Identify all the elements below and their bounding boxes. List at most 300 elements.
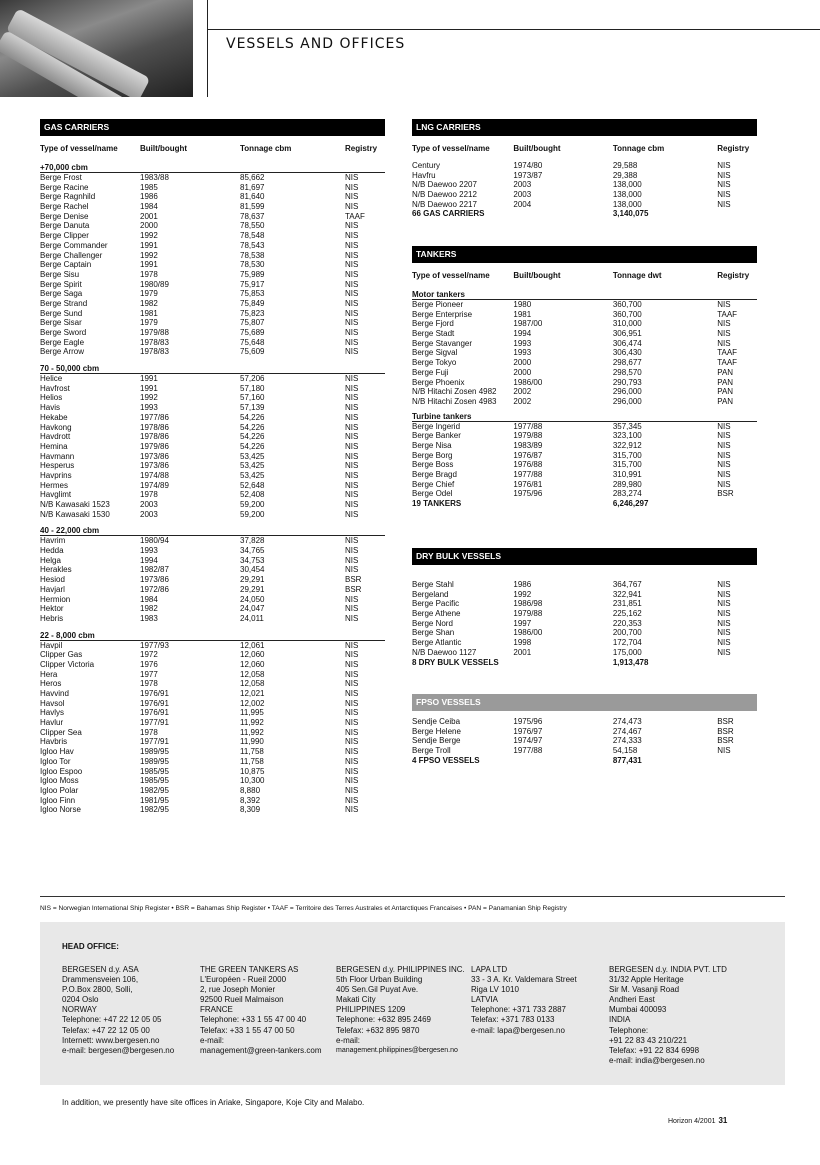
registry: NIS bbox=[345, 650, 359, 660]
fpso-section bbox=[412, 694, 757, 765]
tonnage: 357,345 bbox=[612, 421, 642, 431]
group-label: 40 - 22,000 cbm bbox=[40, 525, 385, 536]
vessel-row bbox=[40, 280, 385, 290]
registry: NIS bbox=[345, 718, 359, 728]
vessel-name: Berge Troll bbox=[412, 746, 451, 756]
registry: NIS bbox=[345, 698, 359, 708]
vessel-name: Berge Stahl bbox=[412, 580, 454, 589]
tonnage: 274,473 bbox=[612, 717, 642, 726]
tonnage: 78,538 bbox=[240, 250, 265, 260]
vessel-name: Berge Atlantic bbox=[412, 638, 462, 648]
vessel-row bbox=[40, 212, 385, 222]
built-year: 1976/97 bbox=[513, 726, 543, 736]
registry: BSR bbox=[345, 584, 362, 594]
built-year: 1977/88 bbox=[513, 470, 543, 479]
vessel-name: Berge Eagle bbox=[40, 337, 85, 347]
tonnage: 12,021 bbox=[240, 689, 265, 698]
vessel-name: Clipper Victoria bbox=[40, 659, 95, 669]
vessel-name: Hera bbox=[40, 669, 58, 679]
address-line: FRANCE bbox=[200, 1005, 233, 1015]
tonnage: 322,912 bbox=[612, 440, 642, 450]
vessel-name: Havpil bbox=[40, 640, 63, 650]
col-built: Built/bought bbox=[513, 144, 561, 153]
vessel-row bbox=[40, 241, 385, 251]
vessel-row bbox=[412, 190, 757, 200]
tonnage: 175,000 bbox=[612, 647, 642, 657]
built-year: 1978 bbox=[140, 679, 158, 689]
vessel-row bbox=[412, 638, 757, 648]
vessel-name: Havvind bbox=[40, 689, 69, 698]
vessel-row bbox=[40, 318, 385, 328]
vessel-name: Berge Saga bbox=[40, 289, 83, 299]
vessel-name: 66 GAS CARRIERS bbox=[412, 209, 485, 219]
tonnage: 53,425 bbox=[240, 451, 265, 461]
tonnage: 200,700 bbox=[612, 628, 642, 638]
vessel-row bbox=[412, 329, 757, 339]
tonnage: 172,704 bbox=[612, 638, 642, 648]
vessel-row bbox=[412, 387, 757, 397]
vessel-name: Igloo Tor bbox=[40, 756, 71, 766]
vessel-row bbox=[40, 786, 385, 796]
tonnage: 53,425 bbox=[240, 461, 265, 471]
tonnage: 59,200 bbox=[240, 500, 265, 509]
built-year: 2001 bbox=[140, 211, 158, 221]
vessel-row bbox=[40, 510, 385, 520]
built-year: 2004 bbox=[513, 199, 532, 209]
vessel-row bbox=[40, 221, 385, 231]
column-headers bbox=[412, 144, 757, 158]
built-year: 1974/97 bbox=[513, 736, 543, 746]
vessel-name: Berge Sund bbox=[40, 308, 83, 318]
built-year: 1976/91 bbox=[140, 708, 169, 718]
tonnage: 81,640 bbox=[240, 192, 265, 202]
built-year: 1983/88 bbox=[140, 173, 169, 182]
built-year: 1997 bbox=[513, 618, 532, 628]
vessel-name: Berge Tokyo bbox=[412, 358, 457, 368]
vessel-row bbox=[40, 604, 385, 614]
built-year: 1979/88 bbox=[513, 431, 543, 441]
built-year: 1993 bbox=[140, 546, 158, 556]
vessel-name: Sendje Berge bbox=[412, 736, 461, 746]
tonnage: 289,980 bbox=[612, 479, 642, 489]
vessel-row bbox=[412, 599, 757, 609]
registry: NIS bbox=[345, 308, 359, 318]
built-year: 1972 bbox=[140, 650, 158, 660]
vessel-row bbox=[40, 289, 385, 299]
built-year: 1975/96 bbox=[513, 489, 543, 499]
vessel-row bbox=[40, 251, 385, 261]
vessel-row bbox=[40, 393, 385, 403]
registry: NIS bbox=[345, 269, 359, 279]
vessel-name: Clipper Sea bbox=[40, 727, 82, 737]
registry: NIS bbox=[717, 431, 731, 441]
built-year: 1982/95 bbox=[140, 785, 169, 795]
column-headers bbox=[412, 271, 757, 285]
address-line: Telefax: +371 783 0133 bbox=[471, 1015, 555, 1025]
registry: NIS bbox=[345, 422, 359, 432]
vessel-row bbox=[40, 679, 385, 689]
built-year: 2003 bbox=[513, 190, 532, 200]
vessel-name: N/B Daewoo 2212 bbox=[412, 190, 477, 200]
vessel-name: Hemina bbox=[40, 441, 68, 451]
registry bbox=[717, 658, 757, 668]
office-address bbox=[200, 965, 322, 1056]
registry: NIS bbox=[345, 318, 359, 328]
built-year: 1976/87 bbox=[513, 450, 543, 460]
built-year: 1974/89 bbox=[140, 480, 169, 490]
tonnage: 274,467 bbox=[612, 726, 642, 736]
registry: NIS bbox=[345, 347, 359, 357]
built-year: 1978/83 bbox=[140, 337, 169, 347]
group-label: +70,000 cbm bbox=[40, 162, 385, 173]
tonnage: 52,648 bbox=[240, 480, 265, 490]
built-year: 1993 bbox=[513, 338, 532, 348]
vessel-name: Century bbox=[412, 161, 441, 170]
vessel-row bbox=[40, 374, 385, 384]
address-line: L'Européen - Rueil 2000 bbox=[200, 975, 287, 985]
built-year: 1986/98 bbox=[513, 599, 543, 609]
vessel-name: Berge Stavanger bbox=[412, 338, 473, 348]
address-line: 5th Floor Urban Building bbox=[336, 975, 423, 985]
registry: NIS bbox=[345, 640, 359, 650]
built-year: 1992 bbox=[513, 589, 532, 599]
tonnage: 10,875 bbox=[240, 766, 265, 776]
registry: NIS bbox=[717, 319, 731, 329]
tonnage: 274,333 bbox=[612, 736, 642, 746]
tonnage: 75,853 bbox=[240, 289, 265, 299]
registry: NIS bbox=[345, 393, 359, 403]
vessel-name: Havis bbox=[40, 403, 61, 413]
address-line: management.philippines@bergesen.no bbox=[336, 1046, 458, 1054]
vessel-name: Berge Sigval bbox=[412, 348, 458, 358]
vessel-name: Havfru bbox=[412, 170, 436, 180]
tonnage: 11,758 bbox=[240, 756, 264, 766]
tonnage: 78,548 bbox=[240, 231, 265, 241]
built-year: 1972/86 bbox=[140, 584, 169, 594]
registry: NIS bbox=[345, 202, 359, 212]
vessel-name: Berge Captain bbox=[40, 260, 92, 270]
registry: NIS bbox=[717, 599, 731, 609]
registry: NIS bbox=[345, 509, 359, 519]
address-line: Mumbai 400093 bbox=[609, 1005, 667, 1015]
tonnage: 310,000 bbox=[612, 319, 642, 329]
registry: NIS bbox=[345, 182, 359, 192]
address-line: Telefax: +91 22 834 6998 bbox=[609, 1045, 700, 1055]
vessel-row bbox=[412, 460, 757, 470]
vessel-name: Havbris bbox=[40, 737, 68, 747]
address-line: LATVIA bbox=[471, 995, 498, 1005]
tonnage: 29,588 bbox=[612, 161, 638, 170]
vessel-name: Berge Bragd bbox=[412, 470, 457, 479]
registry: NIS bbox=[345, 279, 359, 289]
address-line: Makati City bbox=[336, 995, 376, 1005]
registry: NIS bbox=[345, 546, 359, 556]
address-line: Riga LV 1010 bbox=[471, 985, 519, 995]
tonnage: 12,002 bbox=[240, 698, 265, 708]
tonnage: 34,753 bbox=[240, 555, 265, 565]
vessel-row bbox=[412, 319, 757, 329]
built-year: 1981 bbox=[140, 308, 158, 318]
tonnage: 78,550 bbox=[240, 221, 265, 231]
address-line: 2, rue Joseph Monier bbox=[200, 985, 276, 995]
built-year: 1989/95 bbox=[140, 756, 169, 766]
vessel-row bbox=[412, 451, 757, 461]
vessel-name: Helios bbox=[40, 393, 63, 403]
section-header: FPSO VESSELS bbox=[412, 694, 757, 711]
tonnage: 85,662 bbox=[240, 173, 265, 182]
built-year: 1975/96 bbox=[513, 717, 543, 726]
built-year: 1977/93 bbox=[140, 640, 169, 650]
vessel-name: N/B Kawasaki 1530 bbox=[40, 509, 110, 519]
tonnage: 360,700 bbox=[612, 300, 642, 309]
registry: BSR bbox=[717, 726, 734, 736]
built-year bbox=[513, 499, 612, 509]
registry: NIS bbox=[345, 689, 359, 698]
registry: NIS bbox=[345, 565, 359, 575]
vessel-name: Berge Phoenix bbox=[412, 377, 465, 387]
col-type: Type of vessel/name bbox=[412, 271, 490, 280]
registry: NIS bbox=[717, 470, 731, 479]
built-year: 1976/91 bbox=[140, 698, 169, 708]
vessel-row bbox=[40, 260, 385, 270]
built-year: 1979/88 bbox=[140, 328, 169, 337]
address-line: Telefax: +632 895 9870 bbox=[336, 1025, 420, 1035]
tonnage: 225,162 bbox=[612, 609, 642, 619]
vessel-name: Hektor bbox=[40, 604, 64, 614]
vessel-name: N/B Daewoo 2207 bbox=[412, 180, 477, 190]
built-year bbox=[513, 209, 612, 219]
col-built: Built/bought bbox=[140, 144, 188, 153]
total-row bbox=[412, 658, 757, 668]
tonnage: 78,543 bbox=[240, 240, 265, 250]
registry: NIS bbox=[345, 328, 359, 337]
address-line: 405 Sen.Gil Puyat Ave. bbox=[336, 985, 419, 995]
tonnage: 29,291 bbox=[240, 575, 265, 585]
tonnage: 1,913,478 bbox=[612, 657, 649, 667]
registry: NIS bbox=[345, 337, 359, 347]
built-year: 1982/87 bbox=[140, 565, 169, 575]
vessel-name: Berge Banker bbox=[412, 431, 461, 441]
col-registry: Registry bbox=[717, 144, 750, 153]
vessel-name: Havlur bbox=[40, 718, 64, 728]
built-year: 2002 bbox=[513, 396, 532, 406]
tonnage: 306,951 bbox=[612, 329, 642, 339]
vessel-name: Igloo Polar bbox=[40, 785, 79, 795]
registry: NIS bbox=[345, 192, 359, 202]
built-year: 1981/95 bbox=[140, 795, 169, 805]
footnote-rule bbox=[40, 896, 785, 897]
tonnage: 296,000 bbox=[612, 387, 642, 397]
built-year: 1973/86 bbox=[140, 575, 169, 585]
registry: NIS bbox=[717, 609, 731, 619]
total-row bbox=[412, 209, 757, 219]
built-year: 1979/86 bbox=[140, 441, 169, 451]
vessel-row bbox=[412, 619, 757, 629]
vessel-name: Berge Borg bbox=[412, 450, 453, 460]
vessel-row bbox=[40, 776, 385, 786]
registry: NIS bbox=[717, 479, 731, 489]
col-type: Type of vessel/name bbox=[412, 144, 490, 153]
tonnage: 8,309 bbox=[240, 805, 261, 815]
address-line: e-mail: bbox=[200, 1035, 225, 1045]
col-registry: Registry bbox=[717, 271, 750, 280]
vessel-name: Hedda bbox=[40, 546, 64, 556]
address-line: LAPA LTD bbox=[471, 965, 508, 974]
vessel-row bbox=[412, 171, 757, 181]
vessel-name: Berge Danuta bbox=[40, 221, 90, 231]
vessel-name: Berge Chief bbox=[412, 479, 455, 489]
built-year: 1978 bbox=[140, 269, 158, 279]
tonnage: 364,767 bbox=[612, 580, 642, 589]
tonnage: 34,765 bbox=[240, 546, 265, 556]
vessel-name: Igloo Espoo bbox=[40, 766, 83, 776]
vessel-row bbox=[40, 173, 385, 183]
address-line: BERGESEN d.y. INDIA PVT. LTD bbox=[609, 965, 727, 974]
vessel-row bbox=[412, 736, 757, 746]
header-divider bbox=[207, 0, 208, 97]
built-year: 1992 bbox=[140, 250, 158, 260]
vessel-row bbox=[40, 805, 385, 815]
built-year: 1978 bbox=[140, 727, 158, 737]
vessel-name: Igloo Hav bbox=[40, 747, 74, 757]
tonnage: 12,058 bbox=[240, 679, 265, 689]
built-year: 1982 bbox=[140, 298, 158, 308]
built-year: 1978 bbox=[140, 490, 158, 500]
vessel-row bbox=[412, 397, 757, 407]
registry: NIS bbox=[717, 421, 731, 431]
lng-carriers-section bbox=[412, 119, 757, 219]
address-line: Internett: www.bergesen.no bbox=[62, 1035, 160, 1045]
tonnage: 296,000 bbox=[612, 396, 642, 406]
vessel-row bbox=[40, 670, 385, 680]
registry bbox=[717, 209, 757, 219]
vessel-name: Berge Ragnhild bbox=[40, 192, 96, 202]
vessel-row bbox=[40, 699, 385, 709]
registry: NIS bbox=[717, 161, 731, 170]
tonnage: 11,990 bbox=[240, 737, 264, 747]
registry: NIS bbox=[717, 460, 731, 470]
built-year: 1981 bbox=[513, 309, 532, 319]
registry bbox=[717, 756, 757, 766]
vessel-name: Berge Ingerid bbox=[412, 421, 461, 431]
vessel-row bbox=[40, 757, 385, 767]
vessel-name: Igloo Moss bbox=[40, 776, 79, 786]
vessel-row bbox=[412, 470, 757, 480]
vessel-row bbox=[412, 727, 757, 737]
registry: NIS bbox=[717, 329, 731, 339]
registry: NIS bbox=[717, 638, 731, 648]
tonnage: 37,828 bbox=[240, 536, 265, 546]
total-row bbox=[412, 499, 757, 509]
address-line: Telephone: +632 895 2469 bbox=[336, 1015, 431, 1025]
vessel-row bbox=[40, 490, 385, 500]
registry: NIS bbox=[717, 746, 731, 756]
built-year: 1982 bbox=[140, 604, 158, 614]
offices-box bbox=[40, 922, 785, 1085]
tonnage: 75,989 bbox=[240, 269, 265, 279]
registry: NIS bbox=[345, 613, 359, 623]
address-line: Telephone: +33 1 55 47 00 40 bbox=[200, 1015, 307, 1025]
vessel-row bbox=[40, 202, 385, 212]
registry: NIS bbox=[345, 727, 359, 737]
address-line: 92500 Rueil Malmaison bbox=[200, 995, 284, 1005]
vessel-row bbox=[40, 585, 385, 595]
tonnage: 54,158 bbox=[612, 746, 638, 756]
vessel-name: Berge Shan bbox=[412, 628, 455, 638]
vessel-row bbox=[412, 161, 757, 171]
address-line: THE GREEN TANKERS AS bbox=[200, 965, 299, 974]
built-year: 1983 bbox=[140, 613, 158, 623]
total-row bbox=[412, 756, 757, 766]
tonnage: 290,793 bbox=[612, 377, 642, 387]
vessel-name: Havlys bbox=[40, 708, 65, 718]
vessel-name: Helga bbox=[40, 555, 61, 565]
registry: NIS bbox=[345, 173, 359, 182]
vessel-row bbox=[40, 413, 385, 423]
registry: NIS bbox=[717, 618, 731, 628]
address-line: Telephone: +371 733 2887 bbox=[471, 1005, 566, 1015]
built-year: 2000 bbox=[140, 221, 158, 231]
built-year: 1979/88 bbox=[513, 609, 543, 619]
vessel-name: Berge Sword bbox=[40, 328, 87, 337]
registry: NIS bbox=[345, 289, 359, 299]
built-year: 2002 bbox=[513, 387, 532, 397]
vessel-row bbox=[40, 231, 385, 241]
tonnage: 12,058 bbox=[240, 669, 265, 679]
tonnage: 78,637 bbox=[240, 211, 265, 221]
vessel-name: Havsol bbox=[40, 698, 65, 708]
built-year: 1977 bbox=[140, 669, 158, 679]
built-year: 1978/83 bbox=[140, 347, 169, 357]
tanker-photo bbox=[0, 0, 193, 97]
address-line: Telefax: +47 22 12 05 00 bbox=[62, 1025, 150, 1035]
vessel-row bbox=[412, 431, 757, 441]
address-line: Andheri East bbox=[609, 995, 655, 1005]
tonnage: 315,700 bbox=[612, 450, 642, 460]
registry: NIS bbox=[345, 470, 359, 480]
registry: PAN bbox=[717, 377, 734, 387]
tonnage: 138,000 bbox=[612, 180, 642, 190]
vessel-name: Berge Athene bbox=[412, 609, 461, 619]
vessel-row bbox=[412, 358, 757, 368]
tonnage: 322,941 bbox=[612, 589, 642, 599]
vessel-row bbox=[40, 536, 385, 546]
registry: NIS bbox=[345, 659, 359, 669]
registry: NIS bbox=[345, 441, 359, 451]
registry: NIS bbox=[345, 231, 359, 241]
built-year: 2003 bbox=[513, 180, 532, 190]
registry: NIS bbox=[717, 300, 731, 309]
built-year: 2003 bbox=[140, 500, 158, 509]
built-year: 1985 bbox=[140, 182, 158, 192]
vessel-name: Havkong bbox=[40, 422, 72, 432]
tonnage: 59,200 bbox=[240, 509, 265, 519]
built-year: 1978/86 bbox=[140, 432, 169, 442]
registry: PAN bbox=[717, 367, 734, 377]
built-year: 1991 bbox=[140, 240, 158, 250]
tonnage: 29,388 bbox=[612, 170, 638, 180]
address-line: BERGESEN d.y. ASA bbox=[62, 965, 139, 974]
registry: NIS bbox=[345, 412, 359, 422]
vessel-name: Berge Rachel bbox=[40, 202, 89, 212]
group-label: 22 - 8,000 cbm bbox=[40, 630, 385, 641]
built-year: 1983/89 bbox=[513, 440, 543, 450]
vessel-row bbox=[40, 471, 385, 481]
tonnage: 306,430 bbox=[612, 348, 642, 358]
built-year: 1979 bbox=[140, 318, 158, 328]
vessel-name: Hermes bbox=[40, 480, 69, 490]
vessel-row bbox=[412, 590, 757, 600]
